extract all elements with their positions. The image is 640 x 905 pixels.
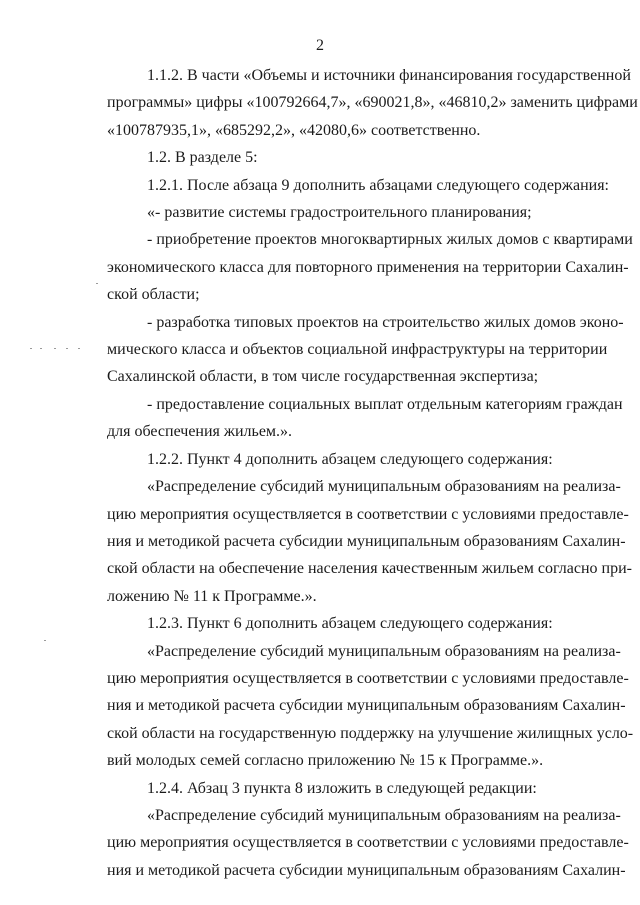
text-line: - разработка типовых проектов на строительство жилых домов эконо-: [147, 313, 624, 331]
scan-speck: [54, 348, 56, 349]
paragraph-p-1-2: [107, 144, 607, 171]
paragraph-p-1-2-3: [107, 610, 607, 637]
scan-speck: [40, 348, 42, 349]
text-line: ложению № 11 к Программе.».: [107, 587, 317, 605]
scan-speck: [44, 640, 46, 641]
text-line: цию мероприятия осуществляется в соответствии с условиями предоставле-: [107, 505, 629, 523]
text-line: 1.2.2. Пункт 4 дополнить абзацем следующего содержания:: [147, 450, 553, 468]
text-line: «Распределение субсидий муниципальным образованиям на реализа-: [147, 806, 621, 824]
text-line: для обеспечения жильем.».: [107, 423, 293, 441]
text-line: ния и методикой расчета субсидии муниципальным образованиям Сахалин-: [107, 861, 626, 879]
paragraph-p-1-2-1: [107, 172, 607, 199]
text-line: «100787935,1», «685292,2», «42080,6» соответственно.: [107, 121, 481, 139]
text-line: ской области;: [107, 286, 200, 304]
scan-speck: [66, 348, 68, 349]
text-line: 1.1.2. В части «Объемы и источники финансирования государственной: [147, 67, 631, 84]
text-line: 1.2. В разделе 5:: [147, 149, 258, 167]
scan-speck: [78, 348, 80, 349]
text-line: мического класса и объектов социальной инфраструктуры на территории: [107, 341, 608, 359]
text-line: 1.2.1. После абзаца 9 дополнить абзацами следующего содержания:: [147, 176, 609, 194]
text-line: экономического класса для повторного применения на территории Сахалин-: [107, 258, 629, 276]
paragraph-p-pay: [107, 391, 623, 446]
text-line: вий молодых семей согласно приложению № 15 к Программе.».: [107, 752, 544, 770]
paragraph-p-acq: [107, 226, 633, 308]
text-line: цию мероприятия осуществляется в соответствии с условиями предоставле-: [107, 669, 629, 687]
paragraph-p-1-2-2: [107, 446, 607, 473]
paragraph-p-sub-15: [107, 638, 634, 775]
paragraph-p-1-1-2: [107, 62, 638, 144]
text-line: - предоставление социальных выплат отдельным категориям граждан: [147, 395, 623, 413]
scan-speck: [96, 283, 98, 284]
text-line: 1.2.4. Абзац 3 пункта 8 изложить в следующей редакции:: [147, 779, 537, 797]
text-line: - приобретение проектов многоквартирных жилых домов с квартирами: [147, 231, 633, 249]
document-body: [107, 62, 638, 884]
text-line: 1.2.3. Пункт 6 дополнить абзацем следующего содержания:: [147, 615, 553, 633]
page-number: 2: [316, 37, 324, 54]
text-line: цию мероприятия осуществляется в соответствии с условиями предоставле-: [107, 834, 629, 852]
text-line: программы» цифры «100792664,7», «690021,8», «46810,2» заменить цифрами: [107, 94, 638, 112]
text-line: «Распределение субсидий муниципальным образованиям на реализа-: [147, 478, 621, 496]
paragraph-p-sub-11: [107, 473, 632, 610]
text-line: ния и методикой расчета субсидии муниципальным образованиям Сахалин-: [107, 697, 626, 715]
text-line: ской области на обеспечение населения качественным жильем согласно при-: [107, 560, 632, 578]
text-line: ской области на государственную поддержку на улучшение жилищных усло-: [107, 724, 634, 742]
text-line: «- развитие системы градостроительного планирования;: [147, 204, 532, 222]
paragraph-p-1-2-4: [107, 775, 607, 802]
text-line: «Распределение субсидий муниципальным образованиям на реализа-: [147, 642, 621, 660]
paragraph-p-design: [107, 309, 624, 391]
text-line: ния и методикой расчета субсидии муниципальным образованиям Сахалин-: [107, 532, 626, 550]
paragraph-p-sub-8: [107, 802, 629, 884]
text-line: Сахалинской области, в том числе государственная экспертиза;: [107, 368, 539, 386]
scan-speck: [30, 348, 32, 349]
paragraph-p-dev: [107, 199, 607, 226]
